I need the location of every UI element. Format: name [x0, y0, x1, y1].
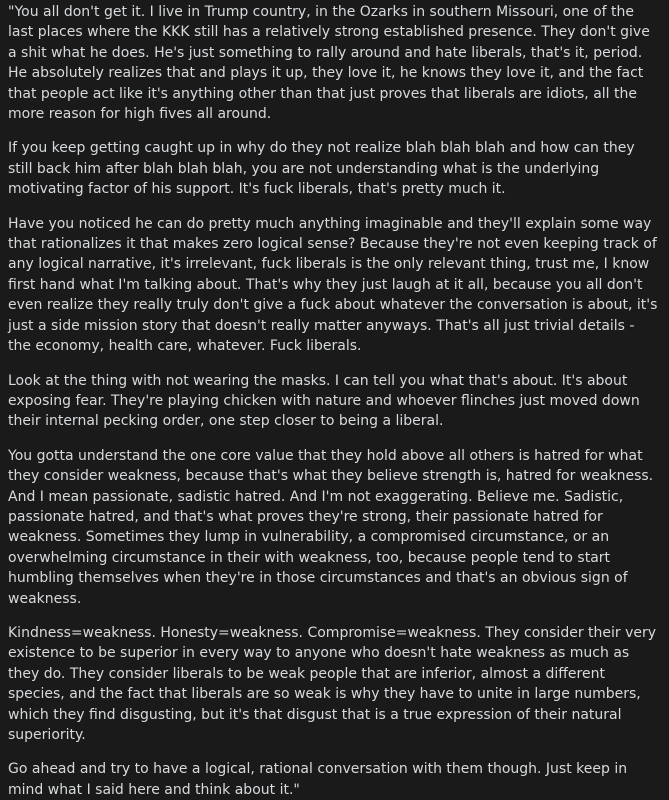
comment-paragraph-1: "You all don't get it. I live in Trump country, in the Ozarks in southern Missouri, one of the last places where the KKK still has a relatively strong established presence. They don't give a shit what he does. He's just something to rally around and hate liberals, that's it, period. He absolutely realizes that and plays it up, they love it, he knows they love it, and the fact that people act like it's anything other than that just proves that liberals are idiots, all the more reason for high fives all around.: [8, 4, 650, 123]
comment-paragraph-3: Have you noticed he can do pretty much anything imaginable and they'll explain some way that rationalizes it that makes zero logical sense? Because they're not even keeping track of any logical narrative, it's irrelevant, fuck liberals is the only relevant thing, trust me, I know first hand what I'm talking about. That's why they just laugh at it all, because you all don't even realize they really truly don't give a fuck about whatever the conversation is about, it's just a side mission story that doesn't really matter anyways. That's all just trivial details - the economy, health care, whatever. Fuck liberals.: [8, 215, 658, 355]
comment-paragraph-4: Look at the thing with not wearing the masks. I can tell you what that's about. It's about exposing fear. They're playing chicken with nature and whoever flinches just moved down their internal pecking order, one step closer to being a liberal.: [8, 372, 640, 430]
comment-paragraph-2: If you keep getting caught up in why do they not realize blah blah blah and how can they still back him after blah blah blah, you are not understanding what is the underlying motivating factor of his support. It's fuck liberals, that's pretty much it.: [8, 140, 635, 198]
comment-paragraph-6: Kindness=weakness. Honesty=weakness. Compromise=weakness. They consider their very existence to be superior in every way to anyone who doesn't hate weakness as much as they do. They consider liberals to be weak people that are inferior, almost a different species, and the fact that liberals are so weak is why they have to unite in large numbers, which they find disgusting, but it's that disgust that is a true expression of their natural superiority.: [8, 624, 657, 743]
comment-paragraph-5: You gotta understand the one core value that they hold above all others is hatred for what they consider weakness, because that's what they believe strength is, hatred for weakness. And I mean passionate, sadistic hatred. And I'm not exaggerating. Believe me. Sadistic, passionate hatred, and that's what proves they're strong, their passionate hatred for weakness. Sometimes they lump in vulnerability, a compromised circumstance, or an overwhelming circumstance in their with weakness, too, because people tend to start humbling themselves when they're in those circumstances and that's an obvious sign of weakness.: [8, 447, 654, 607]
comment-paragraph-7: Go ahead and try to have a logical, rational conversation with them though. Just keep in mind what I said here and think about it.": [8, 761, 628, 798]
